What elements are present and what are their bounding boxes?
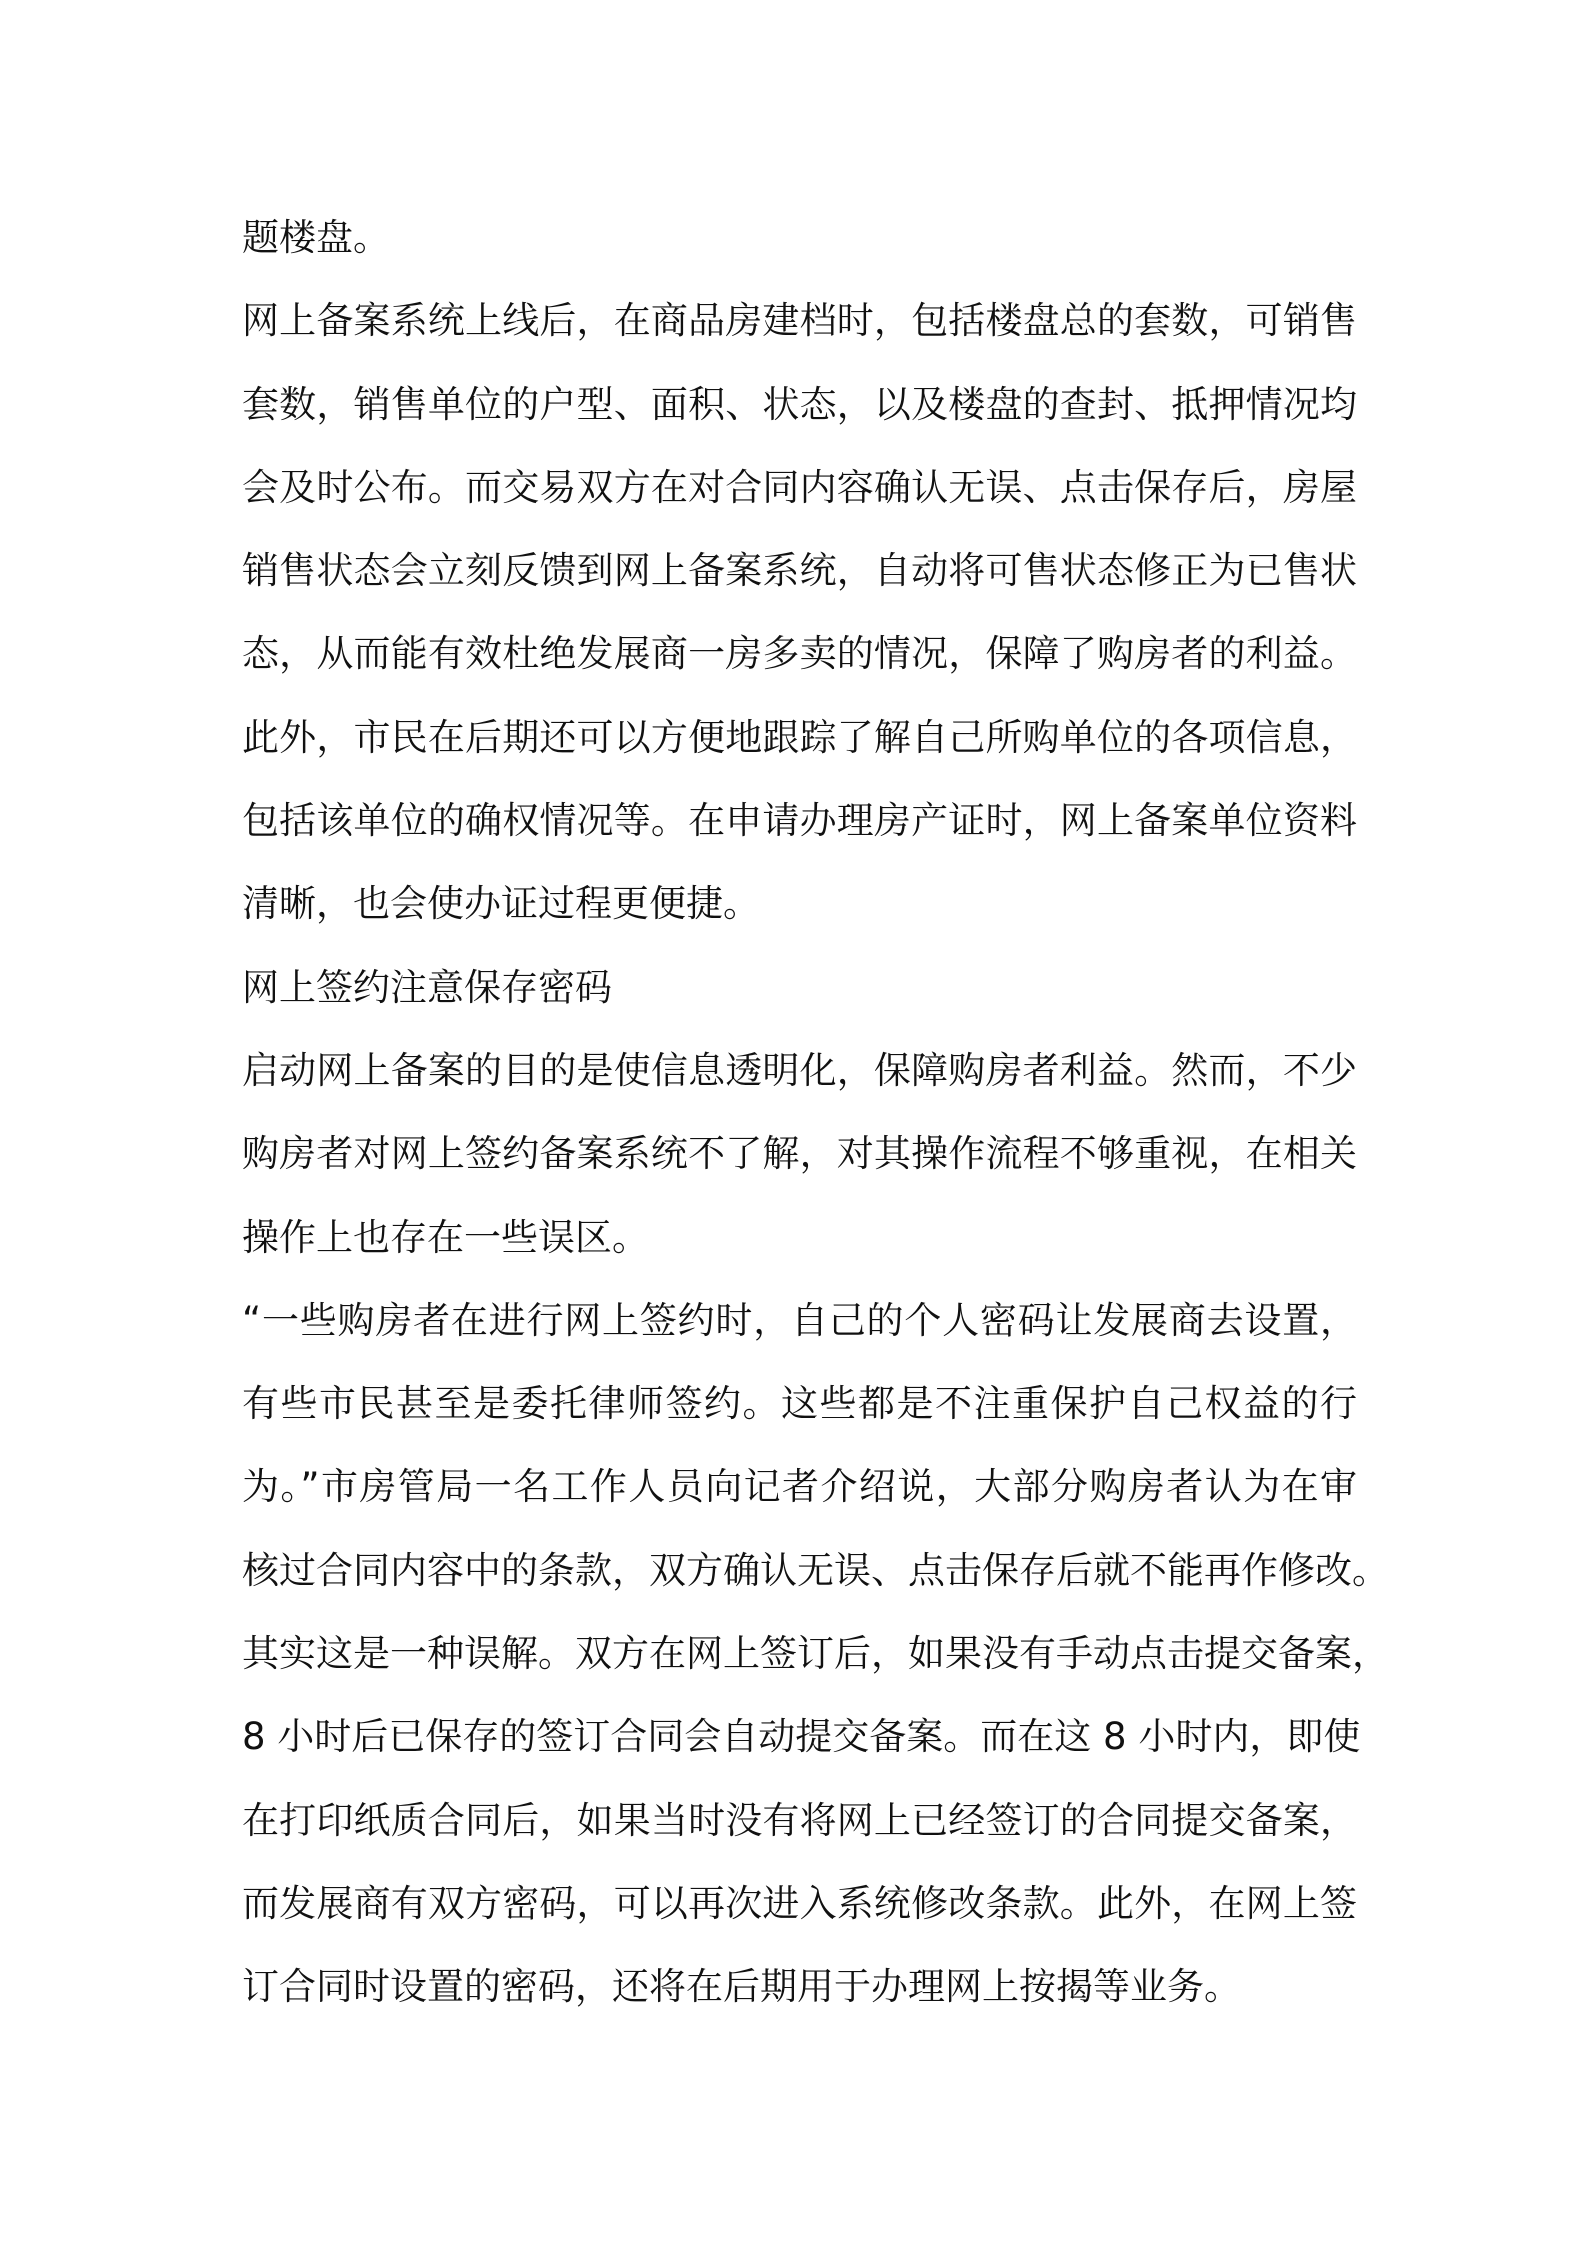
text-line: 在打印纸质合同后，如果当时没有将网上已经签订的合同提交备案， [242,1798,1357,1842]
text-line: “一些购房者在进行网上签约时，自己的个人密码让发展商去设置， [242,1298,1357,1342]
text-line: 核过合同内容中的条款，双方确认无误、点击保存后就不能再作修改。 [242,1548,1389,1592]
text-line: 销售状态会立刻反馈到网上备案系统，自动将可售状态修正为已售状 [242,549,1357,593]
text-line: 购房者对网上签约备案系统不了解，对其操作流程不够重视，在相关 [242,1132,1357,1176]
text-line: 包括该单位的确权情况等。在申请办理房产证时，网上备案单位资料 [242,799,1357,843]
text-line: 有些市民甚至是委托律师签约。这些都是不注重保护自己权益的行 [242,1382,1357,1426]
text-line: 态，从而能有效杜绝发展商一房多卖的情况，保障了购房者的利益。 [242,632,1357,676]
text-line: 订合同时设置的密码，还将在后期用于办理网上按揭等业务。 [242,1965,1241,2009]
text-line: 8 小时后已保存的签订合同会自动提交备案。而在这 8 小时内，即使 [242,1715,1361,1759]
text-line: 而发展商有双方密码，可以再次进入系统修改条款。此外，在网上签 [242,1881,1357,1925]
text-line: 其实这是一种误解。双方在网上签订后，如果没有手动点击提交备案， [242,1632,1389,1676]
text-line: 会及时公布。而交易双方在对合同内容确认无误、点击保存后，房屋 [242,465,1357,509]
text-line: 题楼盘。 [242,216,390,259]
text-line: 网上签约注意保存密码 [242,965,612,1009]
text-line: 网上备案系统上线后，在商品房建档时，包括楼盘总的套数，可销售 [242,299,1357,343]
text-line: 清晰，也会使办证过程更便捷。 [242,882,760,926]
text-line: 套数，销售单位的户型、面积、状态，以及楼盘的查封、抵押情况均 [242,382,1357,426]
document-body [242,196,1389,2029]
text-line: 启动网上备案的目的是使信息透明化，保障购房者利益。然而，不少 [242,1048,1357,1092]
text-line: 为。”市房管局一名工作人员向记者介绍说，大部分购房者认为在审 [242,1465,1357,1509]
text-line: 此外，市民在后期还可以方便地跟踪了解自己所购单位的各项信息， [242,715,1357,759]
text-line: 操作上也存在一些误区。 [242,1215,649,1259]
